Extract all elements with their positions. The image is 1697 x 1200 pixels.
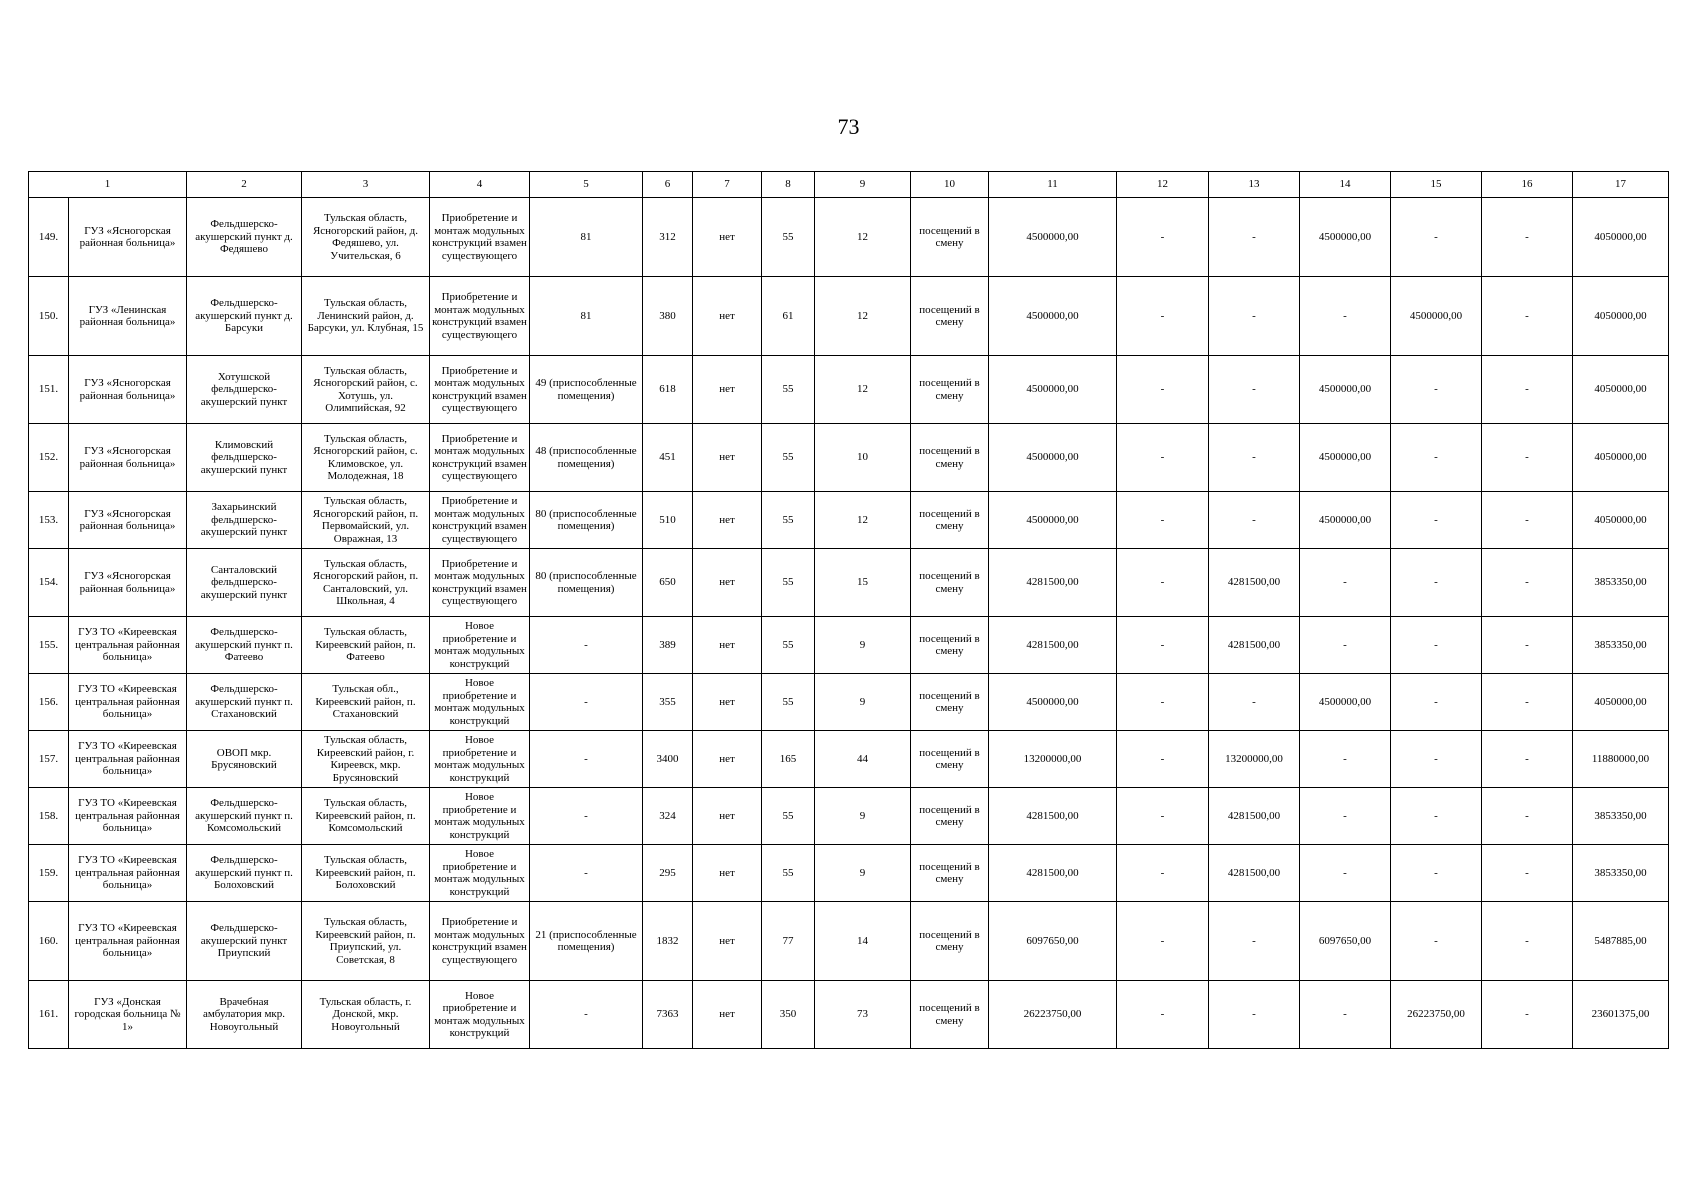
column-header: 2 [187,172,302,198]
col15-cell: 26223750,00 [1391,981,1482,1049]
column-header: 14 [1300,172,1391,198]
address-cell: Тульская область, Ясногорский район, п. Санталовский, ул. Школьная, 4 [302,549,430,617]
col15-cell: - [1391,788,1482,845]
col12-cell: - [1117,674,1209,731]
col17-cell: 5487885,00 [1573,902,1669,981]
table-row [29,674,1669,731]
col10-cell: посещений в смену [911,845,989,902]
organization-cell: ГУЗ ТО «Киреевская центральная районная больница» [69,845,187,902]
col10-cell: посещений в смену [911,788,989,845]
col6-cell: 510 [643,492,693,549]
action-cell: Новое приобретение и монтаж модульных конструкций [430,731,530,788]
col17-cell: 3853350,00 [1573,617,1669,674]
col12-cell: - [1117,424,1209,492]
col8-cell: 55 [762,845,815,902]
table-row [29,981,1669,1049]
col6-cell: 650 [643,549,693,617]
col13-cell: - [1209,981,1300,1049]
col14-cell: - [1300,549,1391,617]
column-header: 15 [1391,172,1482,198]
col11-cell: 4281500,00 [989,549,1117,617]
col5-cell: 49 (приспособленные помещения) [530,356,643,424]
col14-cell: 4500000,00 [1300,674,1391,731]
col5-cell: 21 (приспособленные помещения) [530,902,643,981]
organization-cell: ГУЗ ТО «Киреевская центральная районная больница» [69,674,187,731]
col17-cell: 23601375,00 [1573,981,1669,1049]
col13-cell: - [1209,902,1300,981]
organization-cell: ГУЗ ТО «Киреевская центральная районная больница» [69,902,187,981]
col16-cell: - [1482,981,1573,1049]
col8-cell: 55 [762,617,815,674]
col15-cell: - [1391,731,1482,788]
column-header: 3 [302,172,430,198]
col10-cell: посещений в смену [911,356,989,424]
col10-cell: посещений в смену [911,617,989,674]
col14-cell: - [1300,277,1391,356]
col6-cell: 451 [643,424,693,492]
column-header: 7 [693,172,762,198]
action-cell: Приобретение и монтаж модульных конструкций взамен существующего [430,198,530,277]
facility-cell: Фельдшерско-акушерский пункт Приупский [187,902,302,981]
col12-cell: - [1117,731,1209,788]
col14-cell: 4500000,00 [1300,198,1391,277]
facilities-table [28,171,1669,1049]
col11-cell: 4500000,00 [989,198,1117,277]
column-header: 9 [815,172,911,198]
col17-cell: 4050000,00 [1573,356,1669,424]
address-cell: Тульская область, Киреевский район, п. Болоховский [302,845,430,902]
col8-cell: 55 [762,424,815,492]
col7-cell: нет [693,902,762,981]
col17-cell: 3853350,00 [1573,788,1669,845]
col9-cell: 12 [815,356,911,424]
table-row [29,356,1669,424]
col5-cell: 81 [530,198,643,277]
column-header: 1 [29,172,187,198]
column-header: 12 [1117,172,1209,198]
col6-cell: 389 [643,617,693,674]
col15-cell: - [1391,674,1482,731]
col13-cell: 4281500,00 [1209,788,1300,845]
address-cell: Тульская область, Ясногорский район, с. Хотушь, ул. Олимпийская, 92 [302,356,430,424]
col15-cell: - [1391,356,1482,424]
row-number: 149. [29,198,69,277]
row-number: 155. [29,617,69,674]
address-cell: Тульская область, Киреевский район, п. Комсомольский [302,788,430,845]
col10-cell: посещений в смену [911,731,989,788]
column-header: 13 [1209,172,1300,198]
page-number: 73 [837,114,860,139]
col11-cell: 26223750,00 [989,981,1117,1049]
col5-cell: - [530,617,643,674]
column-header: 8 [762,172,815,198]
col6-cell: 380 [643,277,693,356]
col7-cell: нет [693,731,762,788]
row-number: 161. [29,981,69,1049]
col12-cell: - [1117,902,1209,981]
col6-cell: 7363 [643,981,693,1049]
col16-cell: - [1482,549,1573,617]
col15-cell: - [1391,198,1482,277]
col13-cell: - [1209,198,1300,277]
row-number: 151. [29,356,69,424]
action-cell: Новое приобретение и монтаж модульных конструкций [430,981,530,1049]
col15-cell: 4500000,00 [1391,277,1482,356]
col7-cell: нет [693,788,762,845]
col16-cell: - [1482,902,1573,981]
col17-cell: 4050000,00 [1573,492,1669,549]
col13-cell: - [1209,674,1300,731]
col9-cell: 9 [815,674,911,731]
col11-cell: 4500000,00 [989,674,1117,731]
col7-cell: нет [693,492,762,549]
col6-cell: 295 [643,845,693,902]
col8-cell: 55 [762,356,815,424]
col14-cell: 6097650,00 [1300,902,1391,981]
col7-cell: нет [693,845,762,902]
col10-cell: посещений в смену [911,549,989,617]
row-number: 158. [29,788,69,845]
col6-cell: 355 [643,674,693,731]
facility-cell: Врачебная амбулатория мкр. Новоугольный [187,981,302,1049]
col5-cell: - [530,788,643,845]
row-number: 156. [29,674,69,731]
col9-cell: 12 [815,198,911,277]
col12-cell: - [1117,617,1209,674]
col16-cell: - [1482,845,1573,902]
column-header: 10 [911,172,989,198]
col11-cell: 13200000,00 [989,731,1117,788]
organization-cell: ГУЗ ТО «Киреевская центральная районная больница» [69,731,187,788]
column-header: 5 [530,172,643,198]
col10-cell: посещений в смену [911,674,989,731]
col13-cell: 4281500,00 [1209,845,1300,902]
col11-cell: 6097650,00 [989,902,1117,981]
col12-cell: - [1117,788,1209,845]
row-number: 157. [29,731,69,788]
organization-cell: ГУЗ «Ленинская районная больница» [69,277,187,356]
col8-cell: 61 [762,277,815,356]
col17-cell: 4050000,00 [1573,424,1669,492]
col5-cell: - [530,731,643,788]
table-body [29,198,1669,1049]
col9-cell: 14 [815,902,911,981]
action-cell: Новое приобретение и монтаж модульных конструкций [430,617,530,674]
col11-cell: 4281500,00 [989,845,1117,902]
col10-cell: посещений в смену [911,198,989,277]
col13-cell: - [1209,356,1300,424]
table-row [29,731,1669,788]
col17-cell: 11880000,00 [1573,731,1669,788]
col14-cell: - [1300,731,1391,788]
organization-cell: ГУЗ «Ясногорская районная больница» [69,492,187,549]
action-cell: Новое приобретение и монтаж модульных конструкций [430,788,530,845]
col13-cell: - [1209,424,1300,492]
col5-cell: - [530,981,643,1049]
col11-cell: 4281500,00 [989,617,1117,674]
col7-cell: нет [693,424,762,492]
col14-cell: 4500000,00 [1300,424,1391,492]
col9-cell: 9 [815,845,911,902]
organization-cell: ГУЗ «Донская городская больница № 1» [69,981,187,1049]
col16-cell: - [1482,617,1573,674]
action-cell: Приобретение и монтаж модульных конструкций взамен существующего [430,356,530,424]
col11-cell: 4500000,00 [989,492,1117,549]
col15-cell: - [1391,549,1482,617]
col16-cell: - [1482,277,1573,356]
col6-cell: 324 [643,788,693,845]
organization-cell: ГУЗ ТО «Киреевская центральная районная больница» [69,788,187,845]
row-number: 160. [29,902,69,981]
col9-cell: 44 [815,731,911,788]
col8-cell: 55 [762,492,815,549]
action-cell: Приобретение и монтаж модульных конструкций взамен существующего [430,424,530,492]
col16-cell: - [1482,424,1573,492]
col16-cell: - [1482,492,1573,549]
organization-cell: ГУЗ ТО «Киреевская центральная районная больница» [69,617,187,674]
facility-cell: ОВОП мкр. Брусяновский [187,731,302,788]
address-cell: Тульская область, Киреевский район, п. Фатеево [302,617,430,674]
col6-cell: 3400 [643,731,693,788]
col11-cell: 4281500,00 [989,788,1117,845]
col9-cell: 9 [815,788,911,845]
column-header: 4 [430,172,530,198]
col17-cell: 4050000,00 [1573,277,1669,356]
col13-cell: 4281500,00 [1209,549,1300,617]
col13-cell: 13200000,00 [1209,731,1300,788]
col5-cell: - [530,674,643,731]
table-row [29,277,1669,356]
table-row [29,492,1669,549]
col16-cell: - [1482,198,1573,277]
col14-cell: - [1300,788,1391,845]
col14-cell: - [1300,845,1391,902]
col5-cell: 48 (приспособленные помещения) [530,424,643,492]
organization-cell: ГУЗ «Ясногорская районная больница» [69,356,187,424]
action-cell: Новое приобретение и монтаж модульных конструкций [430,674,530,731]
col13-cell: - [1209,277,1300,356]
action-cell: Приобретение и монтаж модульных конструкций взамен существующего [430,902,530,981]
column-header: 11 [989,172,1117,198]
column-header: 16 [1482,172,1573,198]
table-row [29,198,1669,277]
address-cell: Тульская область, Ясногорский район, с. Климовское, ул. Молодежная, 18 [302,424,430,492]
col17-cell: 4050000,00 [1573,674,1669,731]
col17-cell: 3853350,00 [1573,549,1669,617]
col7-cell: нет [693,198,762,277]
col11-cell: 4500000,00 [989,356,1117,424]
organization-cell: ГУЗ «Ясногорская районная больница» [69,198,187,277]
address-cell: Тульская область, г. Донской, мкр. Новоугольный [302,981,430,1049]
facility-cell: Захарьинский фельдшерско-акушерский пункт [187,492,302,549]
organization-cell: ГУЗ «Ясногорская районная больница» [69,424,187,492]
col10-cell: посещений в смену [911,902,989,981]
table-row [29,788,1669,845]
col13-cell: - [1209,492,1300,549]
address-cell: Тульская область, Киреевский район, г. Киреевск, мкр. Брусяновский [302,731,430,788]
col11-cell: 4500000,00 [989,277,1117,356]
col7-cell: нет [693,277,762,356]
col12-cell: - [1117,356,1209,424]
action-cell: Приобретение и монтаж модульных конструкций взамен существующего [430,277,530,356]
row-number: 153. [29,492,69,549]
col14-cell: 4500000,00 [1300,356,1391,424]
row-number: 150. [29,277,69,356]
col14-cell: 4500000,00 [1300,492,1391,549]
table-row [29,902,1669,981]
col17-cell: 3853350,00 [1573,845,1669,902]
col7-cell: нет [693,674,762,731]
facility-cell: Фельдшерско-акушерский пункт п. Фатеево [187,617,302,674]
col11-cell: 4500000,00 [989,424,1117,492]
col10-cell: посещений в смену [911,492,989,549]
col7-cell: нет [693,356,762,424]
table-row [29,617,1669,674]
col13-cell: 4281500,00 [1209,617,1300,674]
col16-cell: - [1482,356,1573,424]
facility-cell: Фельдшерско-акушерский пункт п. Болоховский [187,845,302,902]
col9-cell: 12 [815,277,911,356]
table-row [29,549,1669,617]
col8-cell: 55 [762,674,815,731]
col10-cell: посещений в смену [911,981,989,1049]
facility-cell: Санталовский фельдшерско-акушерский пункт [187,549,302,617]
col12-cell: - [1117,492,1209,549]
address-cell: Тульская область, Ясногорский район, п. Первомайский, ул. Овражная, 13 [302,492,430,549]
col12-cell: - [1117,277,1209,356]
col15-cell: - [1391,492,1482,549]
col12-cell: - [1117,549,1209,617]
col15-cell: - [1391,845,1482,902]
col8-cell: 55 [762,198,815,277]
action-cell: Приобретение и монтаж модульных конструкций взамен существующего [430,549,530,617]
col10-cell: посещений в смену [911,277,989,356]
col7-cell: нет [693,981,762,1049]
col5-cell: - [530,845,643,902]
column-header: 6 [643,172,693,198]
col15-cell: - [1391,617,1482,674]
col14-cell: - [1300,617,1391,674]
facility-cell: Фельдшерско-акушерский пункт п. Комсомольский [187,788,302,845]
col8-cell: 165 [762,731,815,788]
col8-cell: 55 [762,549,815,617]
address-cell: Тульская область, Киреевский район, п. Приупский, ул. Советская, 8 [302,902,430,981]
col8-cell: 55 [762,788,815,845]
address-cell: Тульская область, Ясногорский район, д. Федяшево, ул. Учительская, 6 [302,198,430,277]
col12-cell: - [1117,198,1209,277]
col9-cell: 9 [815,617,911,674]
facility-cell: Фельдшерско-акушерский пункт д. Барсуки [187,277,302,356]
header-row [29,172,1669,198]
col9-cell: 10 [815,424,911,492]
col17-cell: 4050000,00 [1573,198,1669,277]
col9-cell: 15 [815,549,911,617]
table-row [29,424,1669,492]
col6-cell: 312 [643,198,693,277]
facility-cell: Фельдшерско-акушерский пункт п. Стахановский [187,674,302,731]
col15-cell: - [1391,902,1482,981]
col10-cell: посещений в смену [911,424,989,492]
row-number: 159. [29,845,69,902]
col6-cell: 1832 [643,902,693,981]
col5-cell: 81 [530,277,643,356]
address-cell: Тульская область, Ленинский район, д. Барсуки, ул. Клубная, 15 [302,277,430,356]
col16-cell: - [1482,788,1573,845]
col5-cell: 80 (приспособленные помещения) [530,492,643,549]
col14-cell: - [1300,981,1391,1049]
col9-cell: 73 [815,981,911,1049]
col7-cell: нет [693,617,762,674]
col8-cell: 77 [762,902,815,981]
action-cell: Новое приобретение и монтаж модульных конструкций [430,845,530,902]
col7-cell: нет [693,549,762,617]
organization-cell: ГУЗ «Ясногорская районная больница» [69,549,187,617]
col12-cell: - [1117,981,1209,1049]
facility-cell: Фельдшерско-акушерский пункт д. Федяшево [187,198,302,277]
col9-cell: 12 [815,492,911,549]
col15-cell: - [1391,424,1482,492]
row-number: 152. [29,424,69,492]
col16-cell: - [1482,674,1573,731]
column-header: 17 [1573,172,1669,198]
facility-cell: Хотушской фельдшерско-акушерский пункт [187,356,302,424]
address-cell: Тульская обл., Киреевский район, п. Стахановский [302,674,430,731]
col12-cell: - [1117,845,1209,902]
col6-cell: 618 [643,356,693,424]
action-cell: Приобретение и монтаж модульных конструкций взамен существующего [430,492,530,549]
row-number: 154. [29,549,69,617]
table-row [29,845,1669,902]
col8-cell: 350 [762,981,815,1049]
col16-cell: - [1482,731,1573,788]
col5-cell: 80 (приспособленные помещения) [530,549,643,617]
facility-cell: Климовский фельдшерско-акушерский пункт [187,424,302,492]
